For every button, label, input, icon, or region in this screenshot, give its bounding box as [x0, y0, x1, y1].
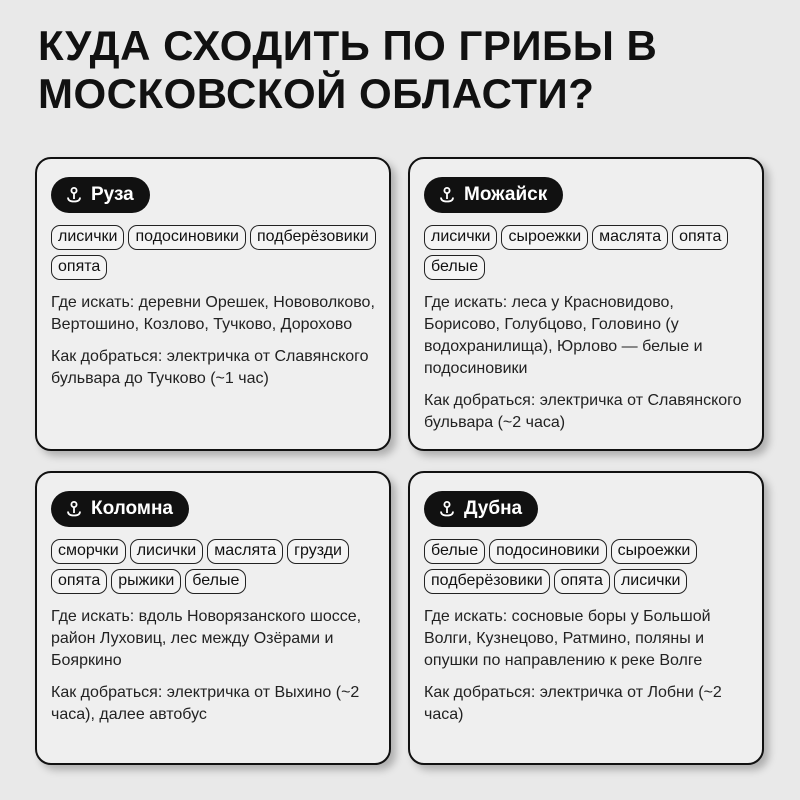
pin-icon: [65, 500, 83, 518]
route-text: Как добраться: электричка от Выхино (~2 часа), далее автобус: [51, 684, 360, 723]
place-name: Можайск: [464, 184, 548, 205]
route-text: Как добраться: электричка от Славянского бульвара до Тучково (~1 час): [51, 348, 369, 387]
mushroom-tags: [51, 539, 381, 594]
tag: грузди: [287, 539, 349, 564]
tag: сморчки: [51, 539, 126, 564]
tag: белые: [424, 255, 485, 280]
tag: белые: [185, 569, 246, 594]
mushroom-tags: [51, 225, 381, 280]
where-text: Где искать: деревни Орешек, Нововолково, Вертошино, Козлово, Тучково, Дорохово: [51, 294, 375, 333]
where-text: Где искать: вдоль Новорязанского шоссе, район Луховиц, лес между Озёрами и Бояркино: [51, 608, 362, 669]
tag: опята: [672, 225, 728, 250]
tag: опята: [554, 569, 610, 594]
place-name: Руза: [91, 184, 134, 205]
tag: рыжики: [111, 569, 181, 594]
tag: лисички: [130, 539, 203, 564]
tag: лисички: [424, 225, 497, 250]
tag: белые: [424, 539, 485, 564]
tag: подосиновики: [489, 539, 607, 564]
tag: сыроежки: [611, 539, 698, 564]
tag: лисички: [51, 225, 124, 250]
page-title: КУДА СХОДИТЬ ПО ГРИБЫ В МОСКОВСКОЙ ОБЛАСТИ?: [38, 22, 658, 117]
pin-icon: [438, 186, 456, 204]
tag: опята: [51, 569, 107, 594]
tag: сыроежки: [501, 225, 588, 250]
card-kolomna: [35, 471, 391, 765]
place-badge: [51, 491, 189, 527]
card-ruza: [35, 157, 391, 451]
tag: маслята: [592, 225, 668, 250]
place-name: Коломна: [91, 498, 174, 519]
pin-icon: [65, 186, 83, 204]
place-badge: [424, 177, 563, 213]
card-dubna: [408, 471, 764, 765]
place-name: Дубна: [464, 498, 523, 519]
where-text: Где искать: леса у Красновидово, Борисово, Голубцово, Головино (у водохранилища), Юрлово — белые и подосиновики: [424, 294, 703, 377]
card-mozhaysk: [408, 157, 764, 451]
mushroom-tags: [424, 539, 754, 594]
tag: лисички: [614, 569, 687, 594]
tag: подосиновики: [128, 225, 246, 250]
place-badge: [424, 491, 538, 527]
tag: подберёзовики: [424, 569, 550, 594]
mushroom-tags: [424, 225, 754, 280]
tag: маслята: [207, 539, 283, 564]
route-text: Как добраться: электричка от Славянского бульвара (~2 часа): [424, 392, 742, 431]
tag: опята: [51, 255, 107, 280]
pin-icon: [438, 500, 456, 518]
route-text: Как добраться: электричка от Лобни (~2 часа): [424, 684, 722, 723]
tag: подберёзовики: [250, 225, 376, 250]
place-badge: [51, 177, 150, 213]
where-text: Где искать: сосновые боры у Большой Волги, Кузнецово, Ратмино, поляны и опушки по направлению к реке Волге: [424, 608, 711, 669]
